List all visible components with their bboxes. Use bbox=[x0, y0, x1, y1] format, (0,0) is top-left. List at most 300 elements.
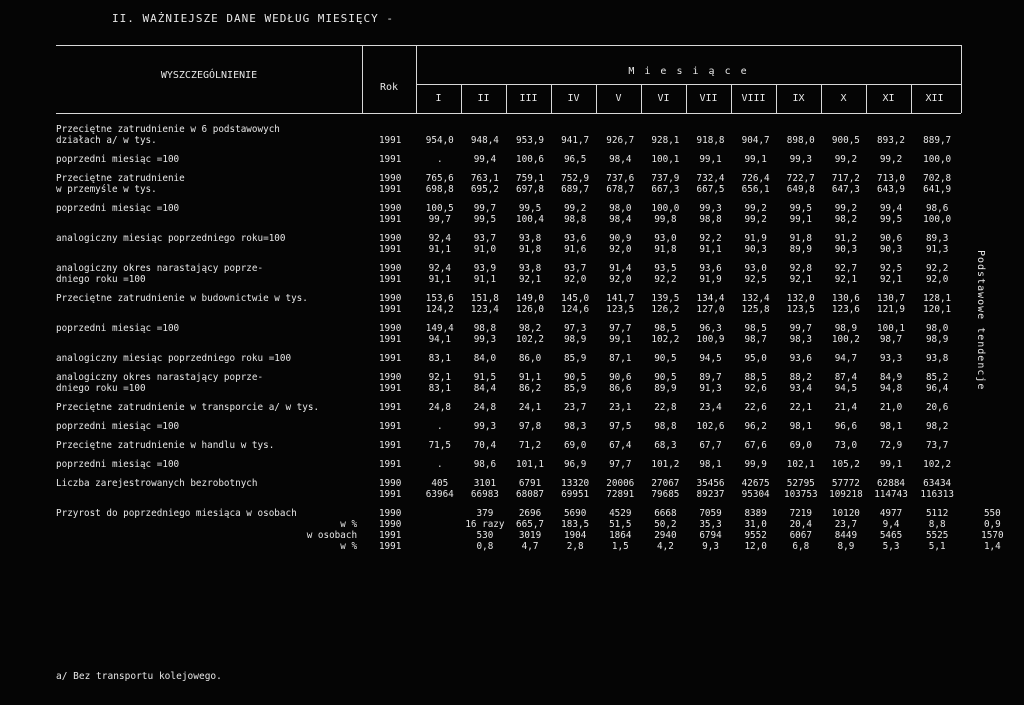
cell-value: 98,0 bbox=[925, 323, 949, 334]
row-spacer bbox=[0, 165, 1024, 173]
row-spacer bbox=[0, 432, 1024, 440]
cell-value bbox=[733, 124, 778, 135]
row-label: Liczba zarejestrowanych bezrobotnych bbox=[56, 478, 258, 489]
cell-value: 6791 bbox=[518, 478, 542, 489]
cell-value: 5,1 bbox=[928, 541, 946, 552]
cell-value: 92,2 bbox=[654, 274, 677, 285]
cell-value: 98,9 bbox=[834, 323, 858, 334]
month-header: VII bbox=[699, 93, 718, 104]
month-header: III bbox=[519, 93, 538, 104]
cell-value: 95,0 bbox=[744, 353, 767, 364]
cell-value: 69951 bbox=[561, 489, 590, 500]
month-rule bbox=[461, 84, 462, 113]
cell-value: 667,5 bbox=[696, 184, 725, 195]
row-label: poprzedni miesiąc =100 bbox=[56, 323, 180, 334]
month-rule bbox=[866, 84, 867, 113]
cell-value-extra bbox=[961, 184, 1024, 195]
cell-value: 72,9 bbox=[879, 440, 903, 451]
cell-value: 91,8 bbox=[518, 244, 542, 255]
cell-value: 67,7 bbox=[699, 440, 722, 451]
side-label: Podstawowe tendencje bbox=[975, 250, 986, 391]
cell-value bbox=[914, 124, 961, 135]
cell-value: 22,6 bbox=[744, 402, 767, 413]
cell-value bbox=[778, 124, 823, 135]
cell-value: 92,1 bbox=[834, 274, 858, 285]
cell-value: 92,7 bbox=[834, 263, 858, 274]
cell-value: 89,9 bbox=[654, 383, 677, 394]
cell-value: 105,2 bbox=[831, 459, 860, 470]
row-spacer bbox=[0, 255, 1024, 263]
cell-value: 93,3 bbox=[879, 353, 903, 364]
cell-value: 3101 bbox=[473, 478, 497, 489]
cell-value: 98,6 bbox=[473, 459, 497, 470]
cell-value: 123,4 bbox=[470, 304, 499, 315]
cell-value: 6794 bbox=[699, 530, 722, 541]
cell-value: 31,0 bbox=[744, 519, 767, 530]
cell-value: 752,9 bbox=[561, 173, 590, 184]
cell-value: 90,3 bbox=[879, 244, 903, 255]
cell-value: 73,0 bbox=[834, 440, 858, 451]
cell-value: 96,4 bbox=[925, 383, 949, 394]
cell-value: 926,7 bbox=[606, 135, 635, 146]
cell-value: 99,4 bbox=[879, 203, 903, 214]
cell-value: 21,4 bbox=[834, 402, 858, 413]
table-row bbox=[0, 263, 1024, 274]
cell-value-extra bbox=[961, 459, 1024, 470]
month-header: XII bbox=[925, 93, 944, 104]
row-spacer bbox=[0, 500, 1024, 508]
cell-value: 10120 bbox=[831, 508, 860, 519]
row-year: 1991 bbox=[378, 383, 402, 394]
cell-value: 100,0 bbox=[651, 203, 680, 214]
cell-value: 4,2 bbox=[657, 541, 674, 552]
cell-value: 20,4 bbox=[789, 519, 812, 530]
cell-value: 92,8 bbox=[789, 263, 812, 274]
cell-value: 1864 bbox=[609, 530, 632, 541]
cell-value-extra: 550 bbox=[983, 508, 1001, 519]
cell-value: 99,2 bbox=[834, 154, 858, 165]
cell-value: 57772 bbox=[831, 478, 860, 489]
cell-value: 100,0 bbox=[923, 154, 952, 165]
cell-value: 109218 bbox=[829, 489, 863, 500]
cell-value: 99,8 bbox=[654, 214, 677, 225]
cell-value: 63964 bbox=[425, 489, 454, 500]
cell-value: 91,1 bbox=[699, 244, 722, 255]
table-row bbox=[0, 214, 1024, 225]
cell-value: 132,0 bbox=[786, 293, 815, 304]
row-year: 1991 bbox=[378, 214, 402, 225]
cell-value: 92,2 bbox=[925, 263, 949, 274]
cell-value: 737,9 bbox=[651, 173, 680, 184]
cell-value: 121,9 bbox=[877, 304, 906, 315]
cell-value: 85,9 bbox=[563, 353, 587, 364]
month-header: VIII bbox=[741, 93, 766, 104]
row-year: 1991 bbox=[378, 135, 402, 146]
header-year: Rok bbox=[379, 82, 399, 93]
row-label: Przyrost do poprzedniego miesiąca w osobach bbox=[56, 508, 297, 519]
table-row bbox=[0, 478, 1024, 489]
cell-value: 697,8 bbox=[516, 184, 545, 195]
cell-value: 98,7 bbox=[744, 334, 767, 345]
cell-value: 98,2 bbox=[834, 214, 858, 225]
cell-value: 726,4 bbox=[741, 173, 770, 184]
cell-value: 99,2 bbox=[879, 154, 903, 165]
cell-value: 91,3 bbox=[925, 244, 949, 255]
cell-value: 99,3 bbox=[789, 154, 812, 165]
table-row bbox=[0, 203, 1024, 214]
months-subrule bbox=[416, 84, 961, 85]
cell-value: 695,2 bbox=[470, 184, 499, 195]
row-year: 1991 bbox=[378, 489, 402, 500]
cell-value: 149,4 bbox=[425, 323, 454, 334]
month-header: X bbox=[840, 93, 847, 104]
row-label: Przeciętne zatrudnienie bbox=[56, 173, 185, 184]
cell-value: 99,1 bbox=[609, 334, 632, 345]
cell-value: 90,9 bbox=[609, 233, 632, 244]
cell-value: 89237 bbox=[696, 489, 725, 500]
cell-value: 141,7 bbox=[606, 293, 635, 304]
row-label: w osobach bbox=[306, 530, 358, 541]
cell-value bbox=[462, 124, 507, 135]
cell-value: 124,2 bbox=[425, 304, 454, 315]
cell-value: 98,0 bbox=[609, 203, 632, 214]
cell-value: 93,7 bbox=[563, 263, 587, 274]
cell-value: 98,7 bbox=[879, 334, 903, 345]
cell-value: 900,5 bbox=[831, 135, 860, 146]
cell-value: 96,5 bbox=[563, 154, 587, 165]
cell-value: 904,7 bbox=[741, 135, 770, 146]
cell-value: 99,2 bbox=[563, 203, 587, 214]
cell-value bbox=[688, 124, 733, 135]
cell-value: 95304 bbox=[741, 489, 770, 500]
cell-value: 85,9 bbox=[563, 383, 587, 394]
cell-value: 99,1 bbox=[699, 154, 722, 165]
cell-value: 126,0 bbox=[516, 304, 545, 315]
cell-value: 99,5 bbox=[518, 203, 542, 214]
cell-value: 98,1 bbox=[789, 421, 812, 432]
cell-value: 92,0 bbox=[609, 244, 632, 255]
cell-value-extra bbox=[961, 244, 1024, 255]
cell-value: 90,6 bbox=[609, 372, 632, 383]
cell-value: 732,4 bbox=[696, 173, 725, 184]
cell-value: 91,4 bbox=[609, 263, 632, 274]
cell-value: 123,6 bbox=[831, 304, 860, 315]
cell-value: 713,0 bbox=[877, 173, 906, 184]
cell-value: 102,2 bbox=[516, 334, 545, 345]
cell-value: 97,5 bbox=[609, 421, 632, 432]
cell-value: 86,6 bbox=[609, 383, 632, 394]
cell-value: 893,2 bbox=[877, 135, 906, 146]
cell-value: 97,7 bbox=[609, 323, 632, 334]
row-label: w % bbox=[340, 519, 358, 530]
cell-value: 93,6 bbox=[699, 263, 722, 274]
row-year: 1991 bbox=[378, 421, 402, 432]
cell-value: 94,8 bbox=[879, 383, 903, 394]
row-label: analogiczny okres narastający poprze- bbox=[56, 372, 264, 383]
cell-value: 98,9 bbox=[563, 334, 587, 345]
cell-value: 99,7 bbox=[428, 214, 451, 225]
cell-value: . bbox=[436, 154, 443, 165]
table-row bbox=[0, 353, 1024, 364]
row-year: 1991 bbox=[378, 541, 402, 552]
cell-value: 91,9 bbox=[699, 274, 722, 285]
month-rule bbox=[641, 84, 642, 113]
row-year: 1990 bbox=[378, 372, 402, 383]
cell-value: 79685 bbox=[651, 489, 680, 500]
table-row bbox=[0, 541, 1024, 552]
row-spacer bbox=[0, 345, 1024, 353]
cell-value: 102,2 bbox=[651, 334, 680, 345]
cell-value: 87,1 bbox=[609, 353, 632, 364]
cell-value-extra bbox=[961, 274, 1024, 285]
table-row bbox=[0, 173, 1024, 184]
header-top-rule bbox=[56, 45, 961, 46]
cell-value: 100,6 bbox=[516, 154, 545, 165]
header-description: WYSZCZEGÓLNIENIE bbox=[160, 70, 258, 81]
row-year: 1991 bbox=[378, 459, 402, 470]
cell-value: 13320 bbox=[561, 478, 590, 489]
cell-value: 92,0 bbox=[925, 274, 949, 285]
cell-value: 16 razy bbox=[465, 519, 505, 530]
cell-value: 103753 bbox=[783, 489, 818, 500]
table-row bbox=[0, 440, 1024, 451]
cell-value: 91,1 bbox=[428, 244, 451, 255]
cell-value: 86,2 bbox=[518, 383, 542, 394]
cell-value: 93,0 bbox=[654, 233, 677, 244]
cell-value-extra bbox=[961, 173, 1024, 184]
cell-value: 99,9 bbox=[744, 459, 767, 470]
cell-value: 99,2 bbox=[744, 214, 767, 225]
cell-value: 97,3 bbox=[563, 323, 587, 334]
cell-value-extra bbox=[961, 293, 1024, 304]
cell-value: 90,6 bbox=[879, 233, 903, 244]
month-header: IV bbox=[567, 93, 580, 104]
cell-value-extra bbox=[961, 124, 1024, 135]
table-row bbox=[0, 124, 1024, 135]
cell-value: 22,1 bbox=[789, 402, 812, 413]
cell-value: 99,5 bbox=[473, 214, 497, 225]
month-header: VI bbox=[657, 93, 670, 104]
data-table bbox=[0, 124, 1024, 552]
cell-value: 91,0 bbox=[473, 244, 497, 255]
cell-value: 92,2 bbox=[699, 233, 722, 244]
cell-value: 99,2 bbox=[744, 203, 767, 214]
cell-value: 91,5 bbox=[473, 372, 497, 383]
cell-value: 93,7 bbox=[473, 233, 497, 244]
cell-value: 126,2 bbox=[651, 304, 680, 315]
cell-value: 68087 bbox=[516, 489, 545, 500]
table-row bbox=[0, 372, 1024, 383]
cell-value: 759,1 bbox=[516, 173, 545, 184]
row-year: 1990 bbox=[378, 293, 402, 304]
cell-value: 93,6 bbox=[789, 353, 812, 364]
row-year: 1991 bbox=[378, 353, 402, 364]
cell-value bbox=[553, 124, 598, 135]
cell-value: 665,7 bbox=[516, 519, 545, 530]
cell-value: 85,2 bbox=[925, 372, 949, 383]
row-year: 1991 bbox=[378, 334, 402, 345]
cell-value: 12,0 bbox=[744, 541, 767, 552]
cell-value: 765,6 bbox=[425, 173, 454, 184]
cell-value: 7059 bbox=[699, 508, 722, 519]
cell-value: 69,0 bbox=[563, 440, 587, 451]
row-label bbox=[0, 489, 363, 500]
row-label: Przeciętne zatrudnienie w handlu w tys. bbox=[56, 440, 275, 451]
row-label: działach a/ w tys. bbox=[56, 135, 157, 146]
cell-value: 9,4 bbox=[882, 519, 900, 530]
cell-value: 93,4 bbox=[789, 383, 812, 394]
cell-value: 99,7 bbox=[473, 203, 497, 214]
cell-value: 98,4 bbox=[609, 154, 632, 165]
cell-value-extra: 1,4 bbox=[983, 541, 1001, 552]
cell-value: 530 bbox=[476, 530, 494, 541]
cell-value: 125,8 bbox=[741, 304, 770, 315]
cell-value: 93,5 bbox=[654, 263, 677, 274]
cell-value: 23,4 bbox=[699, 402, 722, 413]
row-label: analogiczny miesiąc poprzedniego roku=100 bbox=[56, 233, 286, 244]
row-year bbox=[363, 124, 417, 135]
cell-value: 702,8 bbox=[923, 173, 952, 184]
table-row bbox=[0, 459, 1024, 470]
cell-value: 101,1 bbox=[516, 459, 545, 470]
cell-value-extra bbox=[961, 135, 1024, 146]
cell-value: 67,4 bbox=[609, 440, 632, 451]
cell-value: 98,8 bbox=[563, 214, 587, 225]
cell-value bbox=[417, 530, 462, 541]
month-header: IX bbox=[792, 93, 805, 104]
row-year: 1990 bbox=[378, 323, 402, 334]
cell-value: 71,5 bbox=[428, 440, 451, 451]
row-year: 1991 bbox=[378, 274, 402, 285]
cell-value bbox=[643, 124, 688, 135]
cell-value: 23,7 bbox=[563, 402, 587, 413]
row-spacer bbox=[0, 195, 1024, 203]
cell-value: 1,5 bbox=[611, 541, 629, 552]
cell-value bbox=[417, 124, 462, 135]
cell-value: . bbox=[436, 421, 443, 432]
cell-value: 92,0 bbox=[609, 274, 632, 285]
cell-value: 93,6 bbox=[563, 233, 587, 244]
cell-value bbox=[417, 508, 462, 519]
cell-value: 100,1 bbox=[877, 323, 906, 334]
cell-value: 145,0 bbox=[561, 293, 590, 304]
cell-value: 91,8 bbox=[789, 233, 812, 244]
cell-value: 70,4 bbox=[473, 440, 497, 451]
row-label bbox=[0, 334, 363, 345]
month-rule bbox=[596, 84, 597, 113]
cell-value: 656,1 bbox=[741, 184, 770, 195]
cell-value-extra bbox=[961, 334, 1024, 345]
table-row bbox=[0, 304, 1024, 315]
cell-value: 8389 bbox=[744, 508, 767, 519]
cell-value: 73,7 bbox=[925, 440, 949, 451]
cell-value: 134,4 bbox=[696, 293, 725, 304]
row-label: analogiczny miesiąc poprzedniego roku =100 bbox=[56, 353, 292, 364]
cell-value: 83,1 bbox=[428, 353, 451, 364]
cell-value: 98,5 bbox=[744, 323, 767, 334]
cell-value bbox=[868, 124, 913, 135]
cell-value: 62884 bbox=[877, 478, 906, 489]
cell-value: 66983 bbox=[470, 489, 499, 500]
row-label bbox=[0, 304, 363, 315]
row-spacer bbox=[0, 315, 1024, 323]
cell-value-extra bbox=[961, 489, 1024, 500]
cell-value: 92,1 bbox=[879, 274, 903, 285]
cell-value: 93,8 bbox=[925, 353, 949, 364]
cell-value: 84,9 bbox=[879, 372, 903, 383]
cell-value: 88,2 bbox=[789, 372, 812, 383]
cell-value-extra bbox=[961, 214, 1024, 225]
cell-value: 98,1 bbox=[879, 421, 903, 432]
row-label bbox=[0, 244, 363, 255]
cell-value: 4,7 bbox=[521, 541, 539, 552]
row-label: dniego roku =100 bbox=[56, 383, 146, 394]
row-label: Przeciętne zatrudnienie w budownictwie w tys. bbox=[56, 293, 308, 304]
table-row bbox=[0, 334, 1024, 345]
cell-value: 120,1 bbox=[923, 304, 952, 315]
table-row bbox=[0, 184, 1024, 195]
row-label: w % bbox=[340, 541, 358, 552]
row-label bbox=[0, 214, 363, 225]
cell-value bbox=[417, 541, 462, 552]
cell-value: 101,2 bbox=[651, 459, 680, 470]
cell-value: 92,5 bbox=[879, 263, 903, 274]
cell-value: 35456 bbox=[696, 478, 725, 489]
cell-value: 127,0 bbox=[696, 304, 725, 315]
cell-value: 643,9 bbox=[877, 184, 906, 195]
row-spacer bbox=[0, 146, 1024, 154]
cell-value: 71,2 bbox=[518, 440, 542, 451]
cell-value: 100,0 bbox=[923, 214, 952, 225]
cell-value: 97,7 bbox=[609, 459, 632, 470]
cell-value: 92,1 bbox=[428, 372, 451, 383]
cell-value: 23,1 bbox=[609, 402, 632, 413]
cell-value: 139,5 bbox=[651, 293, 680, 304]
month-rule bbox=[506, 84, 507, 113]
cell-value: 8,8 bbox=[928, 519, 946, 530]
cell-value: 5525 bbox=[925, 530, 949, 541]
cell-value: 69,0 bbox=[789, 440, 812, 451]
cell-value: 96,2 bbox=[744, 421, 767, 432]
cell-value: 91,3 bbox=[699, 383, 722, 394]
month-rule bbox=[731, 84, 732, 113]
cell-value: 91,1 bbox=[473, 274, 497, 285]
cell-value: 649,8 bbox=[786, 184, 815, 195]
table-row bbox=[0, 489, 1024, 500]
row-year: 1991 bbox=[378, 184, 402, 195]
cell-value-extra bbox=[961, 323, 1024, 334]
cell-value: . bbox=[436, 459, 443, 470]
cell-value: 898,0 bbox=[786, 135, 815, 146]
cell-value: 98,9 bbox=[925, 334, 949, 345]
cell-value: 98,8 bbox=[699, 214, 722, 225]
cell-value: 52795 bbox=[786, 478, 815, 489]
cell-value: 5,3 bbox=[882, 541, 900, 552]
cell-value: 92,1 bbox=[518, 274, 542, 285]
cell-value: 20006 bbox=[606, 478, 635, 489]
cell-value: 99,1 bbox=[879, 459, 903, 470]
cell-value: 67,6 bbox=[744, 440, 767, 451]
cell-value: 93,8 bbox=[518, 263, 542, 274]
cell-value: 93,0 bbox=[744, 263, 767, 274]
cell-value: 42675 bbox=[741, 478, 770, 489]
cell-value: 647,3 bbox=[831, 184, 860, 195]
cell-value-extra bbox=[961, 402, 1024, 413]
cell-value: 86,0 bbox=[518, 353, 542, 364]
cell-value: 98,5 bbox=[654, 323, 677, 334]
cell-value: 92,1 bbox=[789, 274, 812, 285]
row-year: 1991 bbox=[378, 244, 402, 255]
